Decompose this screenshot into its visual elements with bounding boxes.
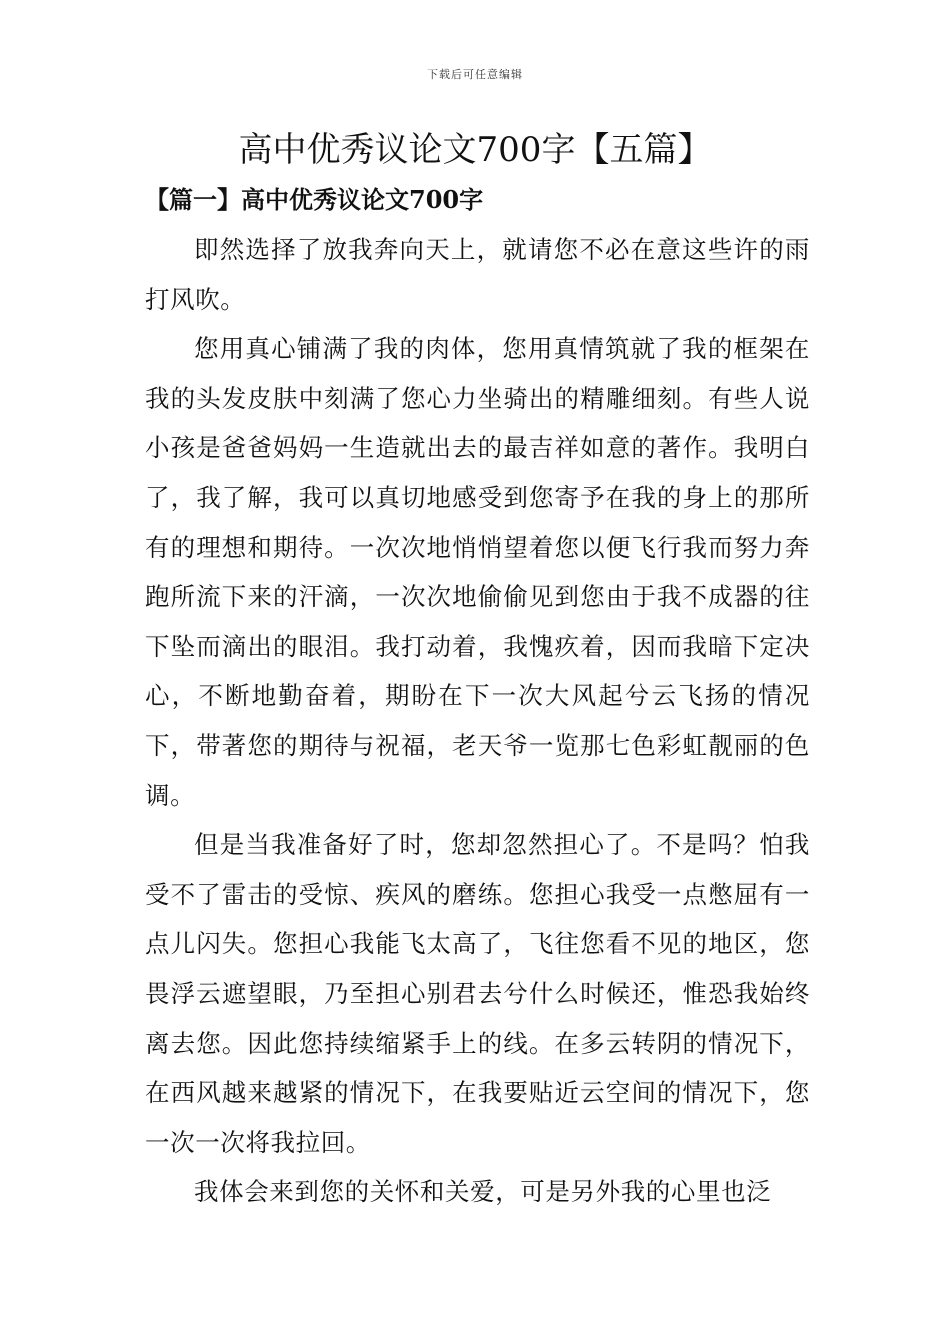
paragraph-2: 您用真心铺满了我的肉体，您用真情筑就了我的框架在我的头发皮肤中刻满了您心力坐骑出的精雕细刻。有些人说小孩是爸爸妈妈一生造就出去的最吉祥如意的著作。我明白了，我了解，我可以真切地感受到您寄予在我的身上的那所有的理想和期待。一次次地悄悄望着您以便飞行我而努力奔跑所流下来的汗滴，一次次地偷偷见到您由于我不成器的往下坠而滴出的眼泪。我打动着，我愧疚着，因而我暗下定决心，不断地勤奋着，期盼在下一次大风起兮云飞扬的情况下，带著您的期待与祝福，老天爷一览那七色彩虹靓丽的色调。 <box>145 334 810 810</box>
document-title: 高中优秀议论文700字【五篇】 <box>238 130 712 170</box>
paragraph-4: 我体会来到您的关怀和关爱，可是另外我的心里也泛 <box>194 1177 772 1207</box>
paragraph-3: 但是当我准备好了时，您却忽然担心了。不是吗？怕我受不了雷击的受惊、疾风的磨练。您担心我受一点憋屈有一点儿闪失。您担心我能飞太高了，飞往您看不见的地区，您畏浮云遮望眼，乃至担心别君去兮什么时候还，惟恐我始终离去您。因此您持续缩紧手上的线。在多云转阴的情况下，在西风越来越紧的情况下，在我要贴近云空间的情况下，您一次一次将我拉回。 <box>145 830 810 1157</box>
section-heading: 【篇一】高中优秀议论文700字 <box>145 185 484 214</box>
paragraph-1: 即然选择了放我奔向天上，就请您不必在意这些许的雨打风吹。 <box>145 235 810 314</box>
header-note: 下载后可任意编辑 <box>427 68 523 81</box>
document-body <box>145 225 810 1217</box>
